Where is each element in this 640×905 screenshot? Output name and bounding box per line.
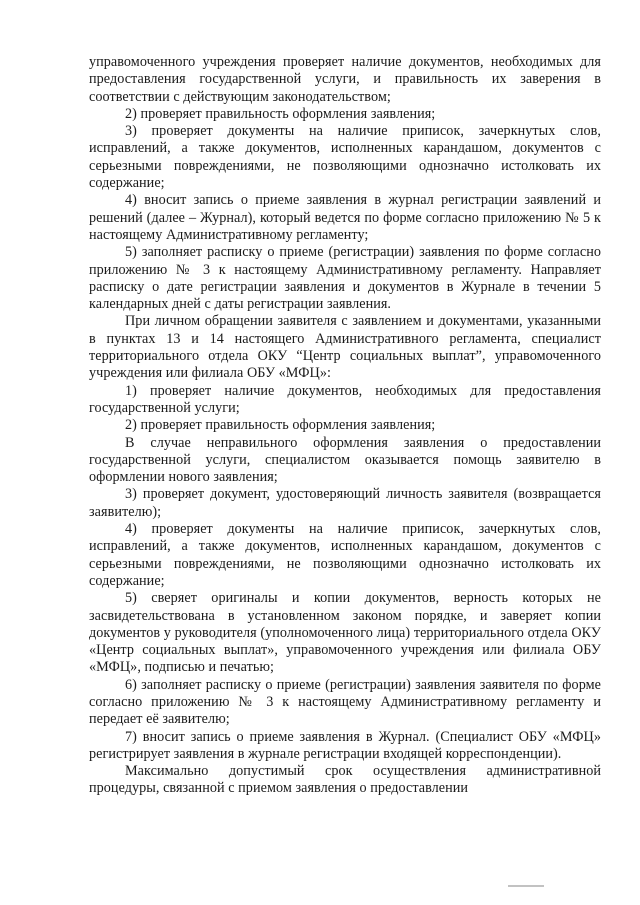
- paragraph-visit-item-1: 1) проверяет наличие документов, необходимых для предоставления государственной услуги;: [89, 382, 601, 416]
- paragraph-visit-item-3: 3) проверяет документ, удостоверяющий личность заявителя (возвращается заявителю);: [89, 486, 601, 520]
- scan-artifact-line: [508, 885, 544, 887]
- paragraph-item-4-journal-entry: 4) вносит запись о приеме заявления в журнал регистрации заявлений и решений (далее – Журнал), который ведется по форме согласно приложению № 5 к настоящему Административному регламенту;: [89, 192, 601, 243]
- document-body: [89, 54, 601, 798]
- paragraph-personal-visit: При личном обращении заявителя с заявлением и документами, указанными в пунктах 13 и 14 настоящего Административного регламента, специалист территориального отдела ОКУ “Центр социальных выплат”, управомоченного учреждения или филиала ОБУ «МФЦ»:: [89, 313, 601, 382]
- paragraph-item-3-check-documents: 3) проверяет документы на наличие приписок, зачеркнутых слов, исправлений, а также документов, исполненных карандашом, документов с серьезными повреждениями, не позволяющими однозначно истолковать их содержание;: [89, 123, 601, 192]
- paragraph-visit-item-7: 7) вносит запись о приеме заявления в Журнал. (Специалист ОБУ «МФЦ» регистрирует заявления в журнале регистрации входящей корреспонденции).: [89, 728, 601, 762]
- paragraph-item-2-check-form: 2) проверяет правильность оформления заявления;: [125, 105, 436, 122]
- paragraph-max-duration: Максимально допустимый срок осуществления административной процедуры, связанной с приемом заявления о предоставлении: [89, 763, 601, 797]
- paragraph-visit-item-4: 4) проверяет документы на наличие приписок, зачеркнутых слов, исправлений, а также документов, исполненных карандашом, документов с серьезными повреждениями, не позволяющими однозначно истолковать их содержание;: [89, 521, 601, 589]
- paragraph-visit-item-2: 2) проверяет правильность оформления заявления;: [125, 417, 436, 434]
- paragraph-incorrect-form: В случае неправильного оформления заявления о предоставлении государственной услуги, специалистом оказывается помощь заявителю в оформлении нового заявления;: [89, 434, 601, 486]
- paragraph-item-5-receipt: 5) заполняет расписку о приеме (регистрации) заявления по форме согласно приложению № 3 к настоящему Административному регламенту. Направляет расписку о дате регистрации заявления и документов в Журнале в течении 5 календарных дней с даты регистрации заявления.: [89, 244, 601, 313]
- paragraph-visit-item-6: 6) заполняет расписку о приеме (регистрации) заявления заявителя по форме согласно приложению № 3 к настоящему Административному регламенту и передает её заявителю;: [89, 676, 601, 728]
- paragraph-visit-item-5: 5) сверяет оригиналы и копии документов, верность которых не засвидетельствована в установленном законом порядке, и заверяет копии документов у руководителя (уполномоченного лица) территориального отдела ОКУ «Центр социальных выплат», управомоченного учреждения или филиала ОБУ «МФЦ», подписью и печатью;: [89, 590, 601, 676]
- paragraph-continuation: управомоченного учреждения проверяет наличие документов, необходимых для предоставления государственной услуги, и правильность их заверения в соответствии с действующим законодательством;: [89, 54, 601, 105]
